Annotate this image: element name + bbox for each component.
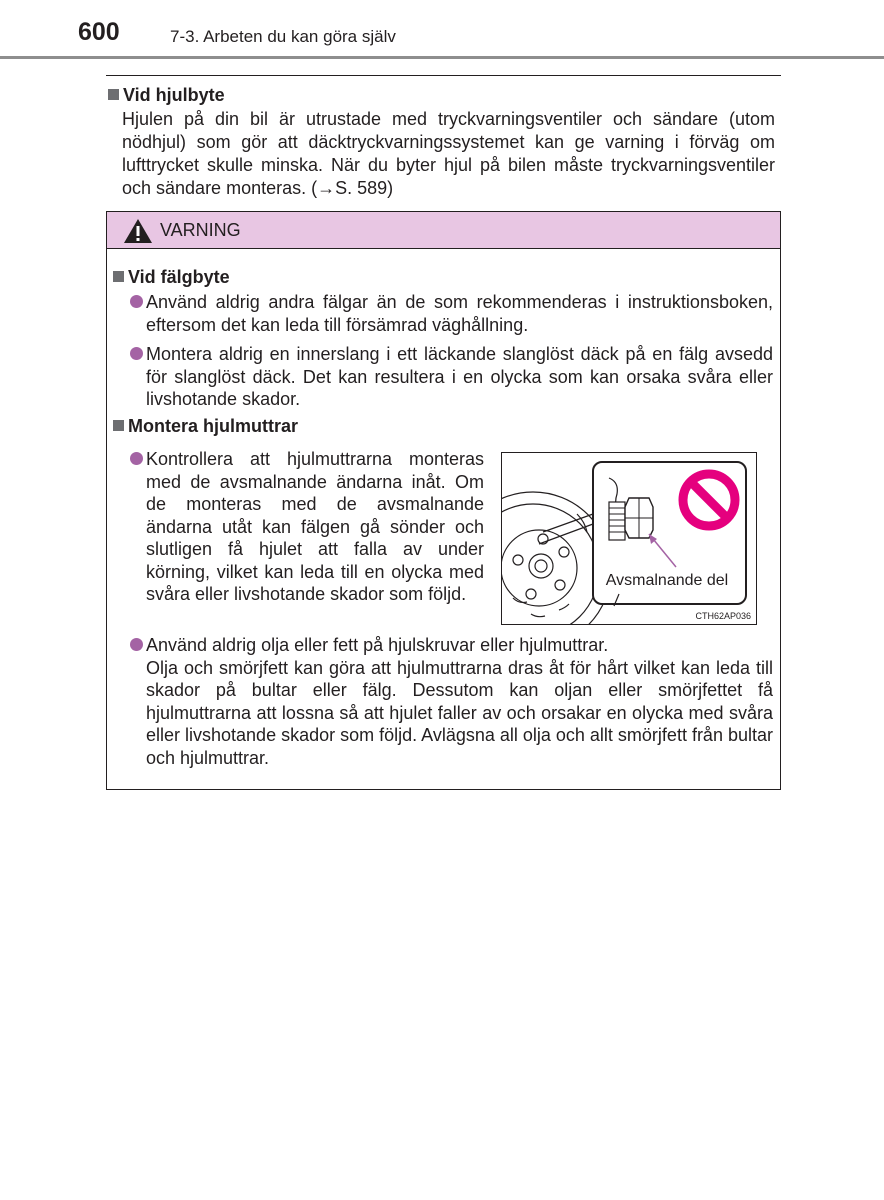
- warning-box: [106, 211, 781, 790]
- bullet-item: Använd aldrig olja eller fett på hjulskruvar eller hjulmuttrar. Olja och smörjfett kan göra att hjulmuttrarna dras åt för hårt vilket kan leda till skador på bultar eller fälg. Dessutom kan oljan eller smörjfettet få hjulmuttrarna att lossna så att hjulet faller av och orsakar en olycka med svåra eller livshotande skador som följd. Avlägsna all olja och allt smörjfett från bultar och hjulmuttrar.: [146, 634, 773, 769]
- section-heading: Vid hjulbyte: [108, 84, 225, 106]
- bullet-continuation: Olja och smörjfett kan göra att hjulmuttrarna dras åt för hårt vilket kan leda till skador på bultar eller fälg. Dessutom kan oljan eller smörjfettet få hjulmuttrarna att lossna så att hjulet faller av och orsakar en olycka med svåra eller livshotande skador som följd. Avlägsna all olja och allt smörjfett från bultar och hjulmuttrar.: [146, 657, 773, 768]
- bullet-dot-icon: [130, 347, 143, 360]
- section-text: Hjulen på din bil är utrustade med tryckvarningsventiler och sändare (utom nödhjul) som gör att däcktryckvarningssystemet kan ge varning i förväg om lufttrycket skulle minska. När du byter hjul på bilen måste tryckvarningsventiler och sändare monteras. (→S. 589): [122, 109, 775, 198]
- bullet-dot-icon: [130, 638, 143, 651]
- subsection-heading: Montera hjulmuttrar: [113, 415, 298, 437]
- figure-label: Avsmalnande del: [605, 572, 729, 589]
- bullet-dot-icon: [130, 295, 143, 308]
- heading-square-icon: [113, 271, 124, 282]
- subsection-heading: Vid fälgbyte: [113, 266, 230, 288]
- heading-square-icon: [108, 89, 119, 100]
- warning-title: VARNING: [160, 220, 241, 240]
- page-number: 600: [78, 18, 120, 46]
- header-rule: [0, 56, 884, 59]
- chapter-title: 7-3. Arbeten du kan göra själv: [170, 27, 396, 46]
- warning-header: [107, 212, 780, 249]
- figure-code: CTH62AP036: [695, 611, 751, 621]
- bullet-item: Montera aldrig en innerslang i ett läckande slanglöst däck på en fälg avsedd för slanglöst däck. Det kan resultera i en olycka som kan orsaka svåra eller livshotande skador.: [146, 343, 773, 411]
- heading-square-icon: [113, 420, 124, 431]
- bullet-item: Använd aldrig andra fälgar än de som rekommenderas i instruktionsboken, eftersom det kan leda till försämrad väghållning.: [146, 291, 773, 336]
- bullet-dot-icon: [130, 452, 143, 465]
- bullet-item: Kontrollera att hjulmuttrarna monteras med de avsmalnande ändarna inåt. Om de monteras med de avsmalnande ändarna utåt kan fälgen gå sönder och slutligen få hjulet att falla av under körning, vilket kan leda till en olycka med svåra eller livshotande skador som följd.: [146, 448, 484, 606]
- section-rule: [106, 75, 781, 76]
- wheel-nut-illustration: [501, 452, 757, 625]
- warning-triangle-icon: [123, 218, 153, 244]
